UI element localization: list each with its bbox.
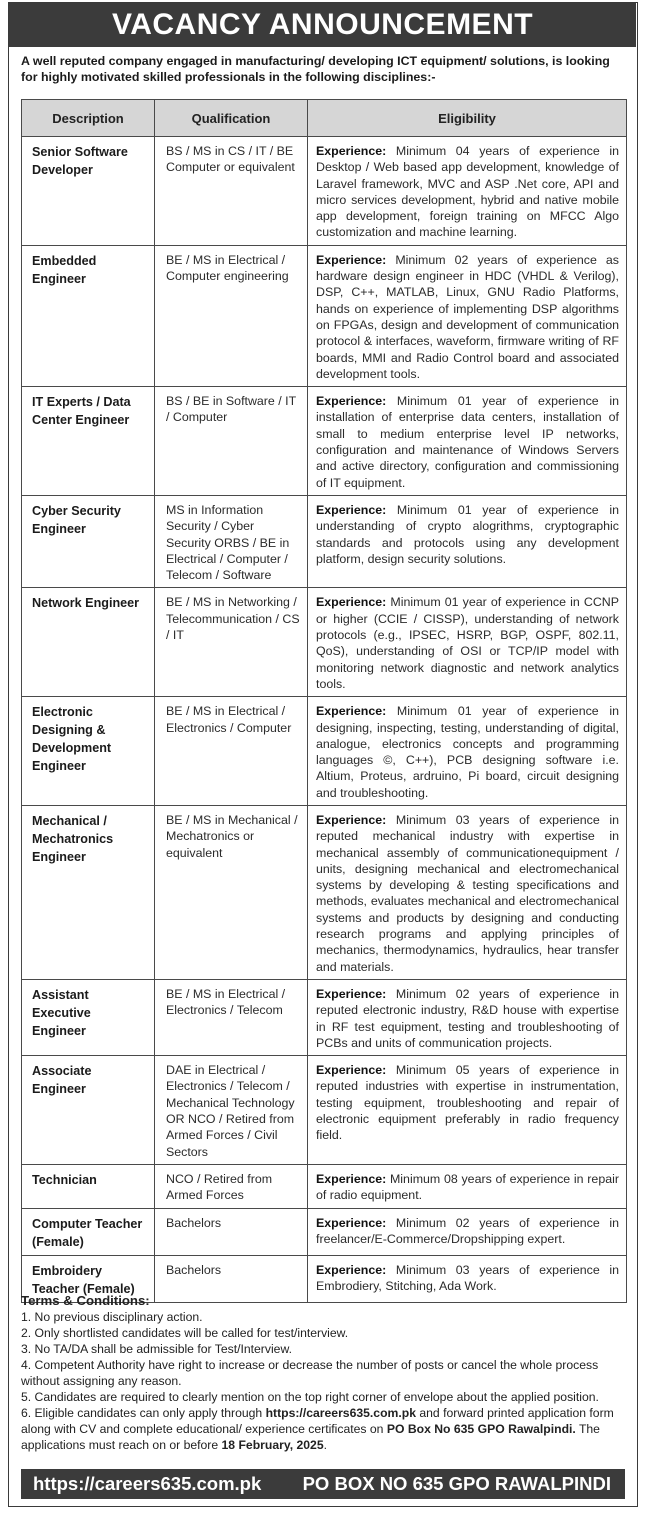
- eligibility-cell: [308, 245, 627, 386]
- eligibility-cell: [308, 588, 627, 697]
- experience-label: Experience:: [316, 1215, 387, 1230]
- eligibility-text: Minimum 04 years of experience in Desktop / Web based app development, knowledge of Laravel framework, MVC and ASP .Net core, API and micro services development, hybrid and native mobile app development, foreign training on MFCC Algo customization and machine learning.: [316, 144, 619, 240]
- term-item: 2. Only shortlisted candidates will be called for test/interview.: [21, 1326, 349, 1340]
- term-text: and forward printed application form along with CV and complete educational/ experience certificates on: [21, 1406, 614, 1436]
- footer-website-link[interactable]: https://careers635.com.pk: [33, 1473, 262, 1494]
- position-title: Assistant Executive Engineer: [22, 979, 155, 1055]
- qualification-cell: BE / MS in Networking / Telecommunication / CS / IT: [155, 588, 308, 697]
- term-item: 5. Candidates are required to clearly mention on the top right corner of envelope about the applied position.: [21, 1390, 599, 1404]
- experience-label: Experience:: [316, 1171, 387, 1186]
- position-title: Associate Engineer: [22, 1056, 155, 1165]
- table-row: [22, 245, 627, 386]
- eligibility-text: Minimum 01 year of experience in installation of enterprise data centers, installation of small to medium enterprise level IP networks, configuration and maintenance of Windows Servers and active directory, configuration and commissioning of IT equipment.: [316, 394, 619, 490]
- terms-title: Terms & Conditions:: [21, 1293, 150, 1308]
- term-text: 6. Eligible candidates can only apply through: [21, 1406, 266, 1420]
- position-title: IT Experts / Data Center Engineer: [22, 387, 155, 496]
- eligibility-cell: [308, 387, 627, 496]
- footer-address: PO BOX NO 635 GPO RAWALPINDI: [302, 1473, 611, 1494]
- experience-label: Experience:: [316, 144, 387, 158]
- table-row: [22, 588, 627, 697]
- eligibility-cell: [308, 1164, 627, 1208]
- table-row: [22, 137, 627, 246]
- qualification-cell: Bachelors: [155, 1255, 308, 1302]
- eligibility-text: Minimum 08 years of experience in repair of radio equipment.: [316, 1171, 619, 1203]
- table-row: [22, 805, 627, 979]
- table-row: [22, 1056, 627, 1165]
- position-title: Computer Teacher (Female): [22, 1208, 155, 1255]
- eligibility-text: Minimum 02 years of experience in reputed electronic industry, R&D house with expertise in RF test equipment, testing and troubleshooting of PCBs and units of communication projects.: [316, 986, 619, 1050]
- eligibility-cell: [308, 697, 627, 806]
- eligibility-cell: [308, 1208, 627, 1255]
- position-title: Embroidery Teacher (Female): [22, 1255, 155, 1302]
- vacancy-advertisement: [8, 2, 638, 1507]
- term-text: The applications must reach on or before: [21, 1422, 600, 1452]
- experience-label: Experience:: [316, 252, 387, 267]
- table-row: [22, 697, 627, 806]
- page-title: VACANCY ANNOUNCEMENT: [9, 3, 636, 47]
- eligibility-cell: [308, 495, 627, 587]
- position-title: Technician: [22, 1164, 155, 1208]
- position-title: Embedded Engineer: [22, 245, 155, 386]
- experience-label: Experience:: [316, 595, 387, 610]
- experience-label: Experience:: [316, 394, 387, 409]
- eligibility-text: Minimum 01 year of experience in designing, inspecting, testing, understanding of digital, analogue, electronics concepts and programming languages ©, C++), PCB designing software i.e. Altium, Proteus, ardruino, Pi board, circuit designing and troubleshooting.: [316, 704, 619, 800]
- footer-bar: [21, 1469, 625, 1499]
- eligibility-text: Minimum 03 years of experience in Embrodiery, Stitching, Ada Work.: [316, 1262, 619, 1293]
- deadline-date: 18 February, 2025: [221, 1438, 324, 1452]
- position-title: Electronic Designing & Development Engineer: [22, 697, 155, 806]
- eligibility-text: Minimum 03 years of experience in reputed mechanical industry with expertise in mechanical assembly of communicationequipment / units, designing mechanical and electromechanical systems by developing & testing specifications and methods, evaluates mechanical and electromechanical systems and products by designing and conducting research programs and applying principles of mechanics, thermodynamics, hydraulics, hear transfer and materials.: [316, 812, 619, 974]
- eligibility-cell: [308, 137, 627, 246]
- intro-text: A well reputed company engaged in manufacturing/ developing ICT equipment/ solutions, is looking for highly motivated skilled professionals in the following disciplines:-: [21, 54, 610, 84]
- header-eligibility: Eligibility: [308, 100, 627, 137]
- position-title: Network Engineer: [22, 588, 155, 697]
- qualification-cell: BS / MS in CS / IT / BE Computer or equivalent: [155, 137, 308, 246]
- eligibility-cell: [308, 805, 627, 979]
- qualification-cell: NCO / Retired from Armed Forces: [155, 1164, 308, 1208]
- table-row: [22, 1208, 627, 1255]
- eligibility-text: Minimum 01 year of experience in understanding of crypto alogrithms, cryptographic standards and protocols using any development platform, design security solutions.: [316, 502, 619, 566]
- qualification-cell: BE / MS in Electrical / Computer engineering: [155, 245, 308, 386]
- position-title: Senior Software Developer: [22, 137, 155, 246]
- position-title: Cyber Security Engineer: [22, 495, 155, 587]
- experience-label: Experience:: [316, 1262, 387, 1277]
- qualification-cell: BE / MS in Mechanical / Mechatronics or equivalent: [155, 805, 308, 979]
- qualification-cell: Bachelors: [155, 1208, 308, 1255]
- term-item-apply: [21, 1405, 633, 1453]
- vacancy-table: [21, 99, 627, 1303]
- table-row: [22, 387, 627, 496]
- eligibility-text: Minimum 01 year of experience in CCNP or higher (CCIE / CISSP), understanding of network protocols (e.g., IPSEC, HSRP, BGP, OSPF, 802.11, QoS), understanding of OSI or TCP/IP model with monitoring network diagnostic and network analytics tools.: [316, 595, 619, 691]
- experience-label: Experience:: [316, 502, 387, 517]
- experience-label: Experience:: [316, 704, 387, 719]
- term-item: 1. No previous disciplinary action.: [21, 1310, 203, 1324]
- table-row: [22, 495, 627, 587]
- po-box-address: PO Box No 635 GPO Rawalpindi.: [386, 1422, 576, 1436]
- table-header-row: [22, 100, 627, 137]
- experience-label: Experience:: [316, 812, 387, 827]
- eligibility-text: Minimum 02 years of experience in freelancer/E-Commerce/Dropshipping expert.: [316, 1215, 619, 1246]
- eligibility-text: Minimum 05 years of experience in reputed industries with expertise in instrumentation, testing equipment, troubleshooting and repair of electronic equipment preferably in radio frequency field.: [316, 1063, 619, 1143]
- eligibility-text: Minimum 02 years of experience as hardware design engineer in HDC (VHDL & Verilog), DSP, C++, MATLAB, Linux, GNU Radio Platforms, hands on experience of implementing DSP algorithms on FPGAs, design and development of communication protocol & interfaces, waveform, firmware writing of RF boards, MMI and Radio Control board and associated development tools.: [316, 252, 619, 381]
- table-row: [22, 979, 627, 1055]
- qualification-cell: DAE in Electrical / Electronics / Telecom / Mechanical Technology OR NCO / Retired from Armed Forces / Civil Sectors: [155, 1056, 308, 1165]
- table-row: [22, 1164, 627, 1208]
- experience-label: Experience:: [316, 986, 387, 1001]
- qualification-cell: BS / BE in Software / IT / Computer: [155, 387, 308, 496]
- header-description: Description: [22, 100, 155, 137]
- header-qualification: Qualification: [155, 100, 308, 137]
- apply-url-link[interactable]: https://careers635.com.pk: [265, 1406, 416, 1420]
- term-item: 3. No TA/DA shall be admissible for Test/Interview.: [21, 1342, 292, 1356]
- qualification-cell: BE / MS in Electrical / Electronics / Telecom: [155, 979, 308, 1055]
- eligibility-cell: [308, 979, 627, 1055]
- term-item: 4. Competent Authority have right to increase or decrease the number of posts or cancel the whole process without assigning any reason.: [21, 1358, 599, 1388]
- position-title: Mechanical / Mechatronics Engineer: [22, 805, 155, 979]
- eligibility-cell: [308, 1056, 627, 1165]
- term-text: .: [323, 1438, 327, 1452]
- qualification-cell: BE / MS in Electrical / Electronics / Computer: [155, 697, 308, 806]
- experience-label: Experience:: [316, 1063, 387, 1078]
- qualification-cell: MS in Information Security / Cyber Security ORBS / BE in Electrical / Computer / Telecom / Software: [155, 495, 308, 587]
- terms-and-conditions: [21, 1293, 633, 1453]
